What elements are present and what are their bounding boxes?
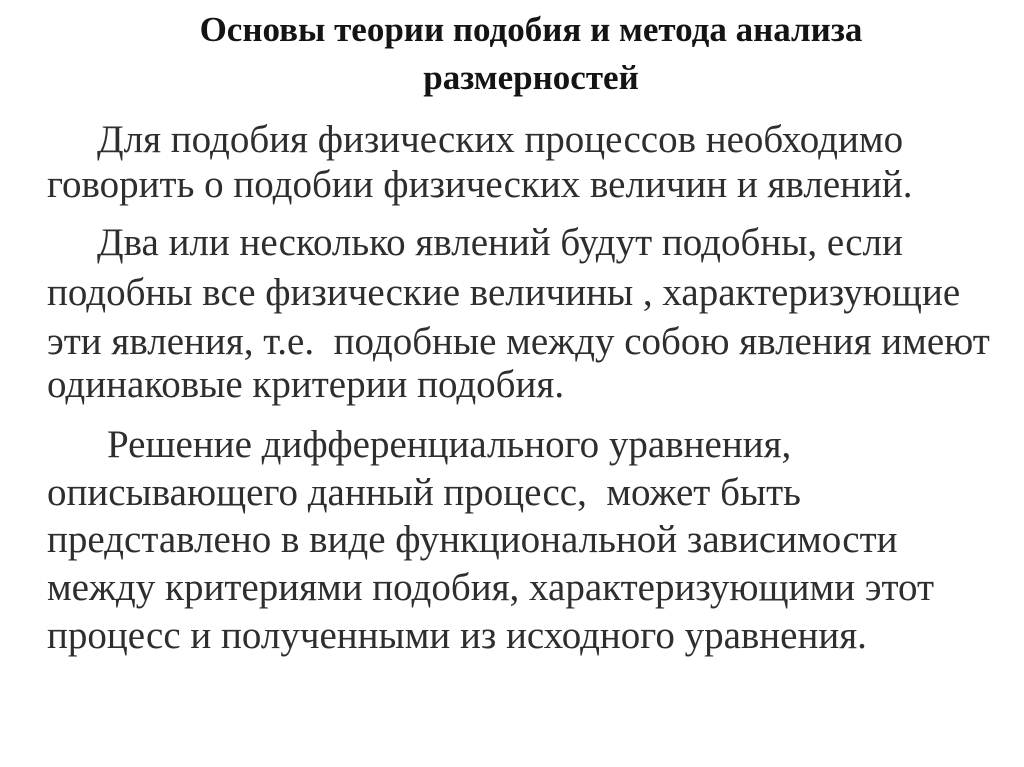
paragraph-3-line-5: процесс и полученными из исходного уравнения. xyxy=(47,614,867,657)
paragraph-2-line-4: одинаковые критерии подобия. xyxy=(47,363,565,406)
paragraph-1-line-2: говорить о подобии физических величин и явлений. xyxy=(47,163,913,206)
paragraph-3-line-4: между критериями подобия, характеризующими этот xyxy=(47,566,935,609)
paragraph-3-line-3: представлено в виде функциональной зависимости xyxy=(47,518,898,561)
paragraph-3-line-1: Решение дифференциального уравнения, xyxy=(107,423,792,466)
paragraph-1-line-1: Для подобия физических процессов необходимо xyxy=(97,118,904,161)
paragraph-2-line-2: подобны все физические величины , характеризующие xyxy=(47,271,961,314)
paragraph-2-line-1: Два или несколько явлений будут подобны, если xyxy=(97,221,903,264)
slide-title-line-1: Основы теории подобия и метода анализа xyxy=(199,10,863,49)
slide-title-line-2: размерностей xyxy=(423,58,639,97)
paragraph-2-line-3: эти явления, т.е. подобные между собою явления имеют xyxy=(47,320,990,363)
paragraph-3-line-2: описывающего данный процесс, может быть xyxy=(47,471,801,514)
